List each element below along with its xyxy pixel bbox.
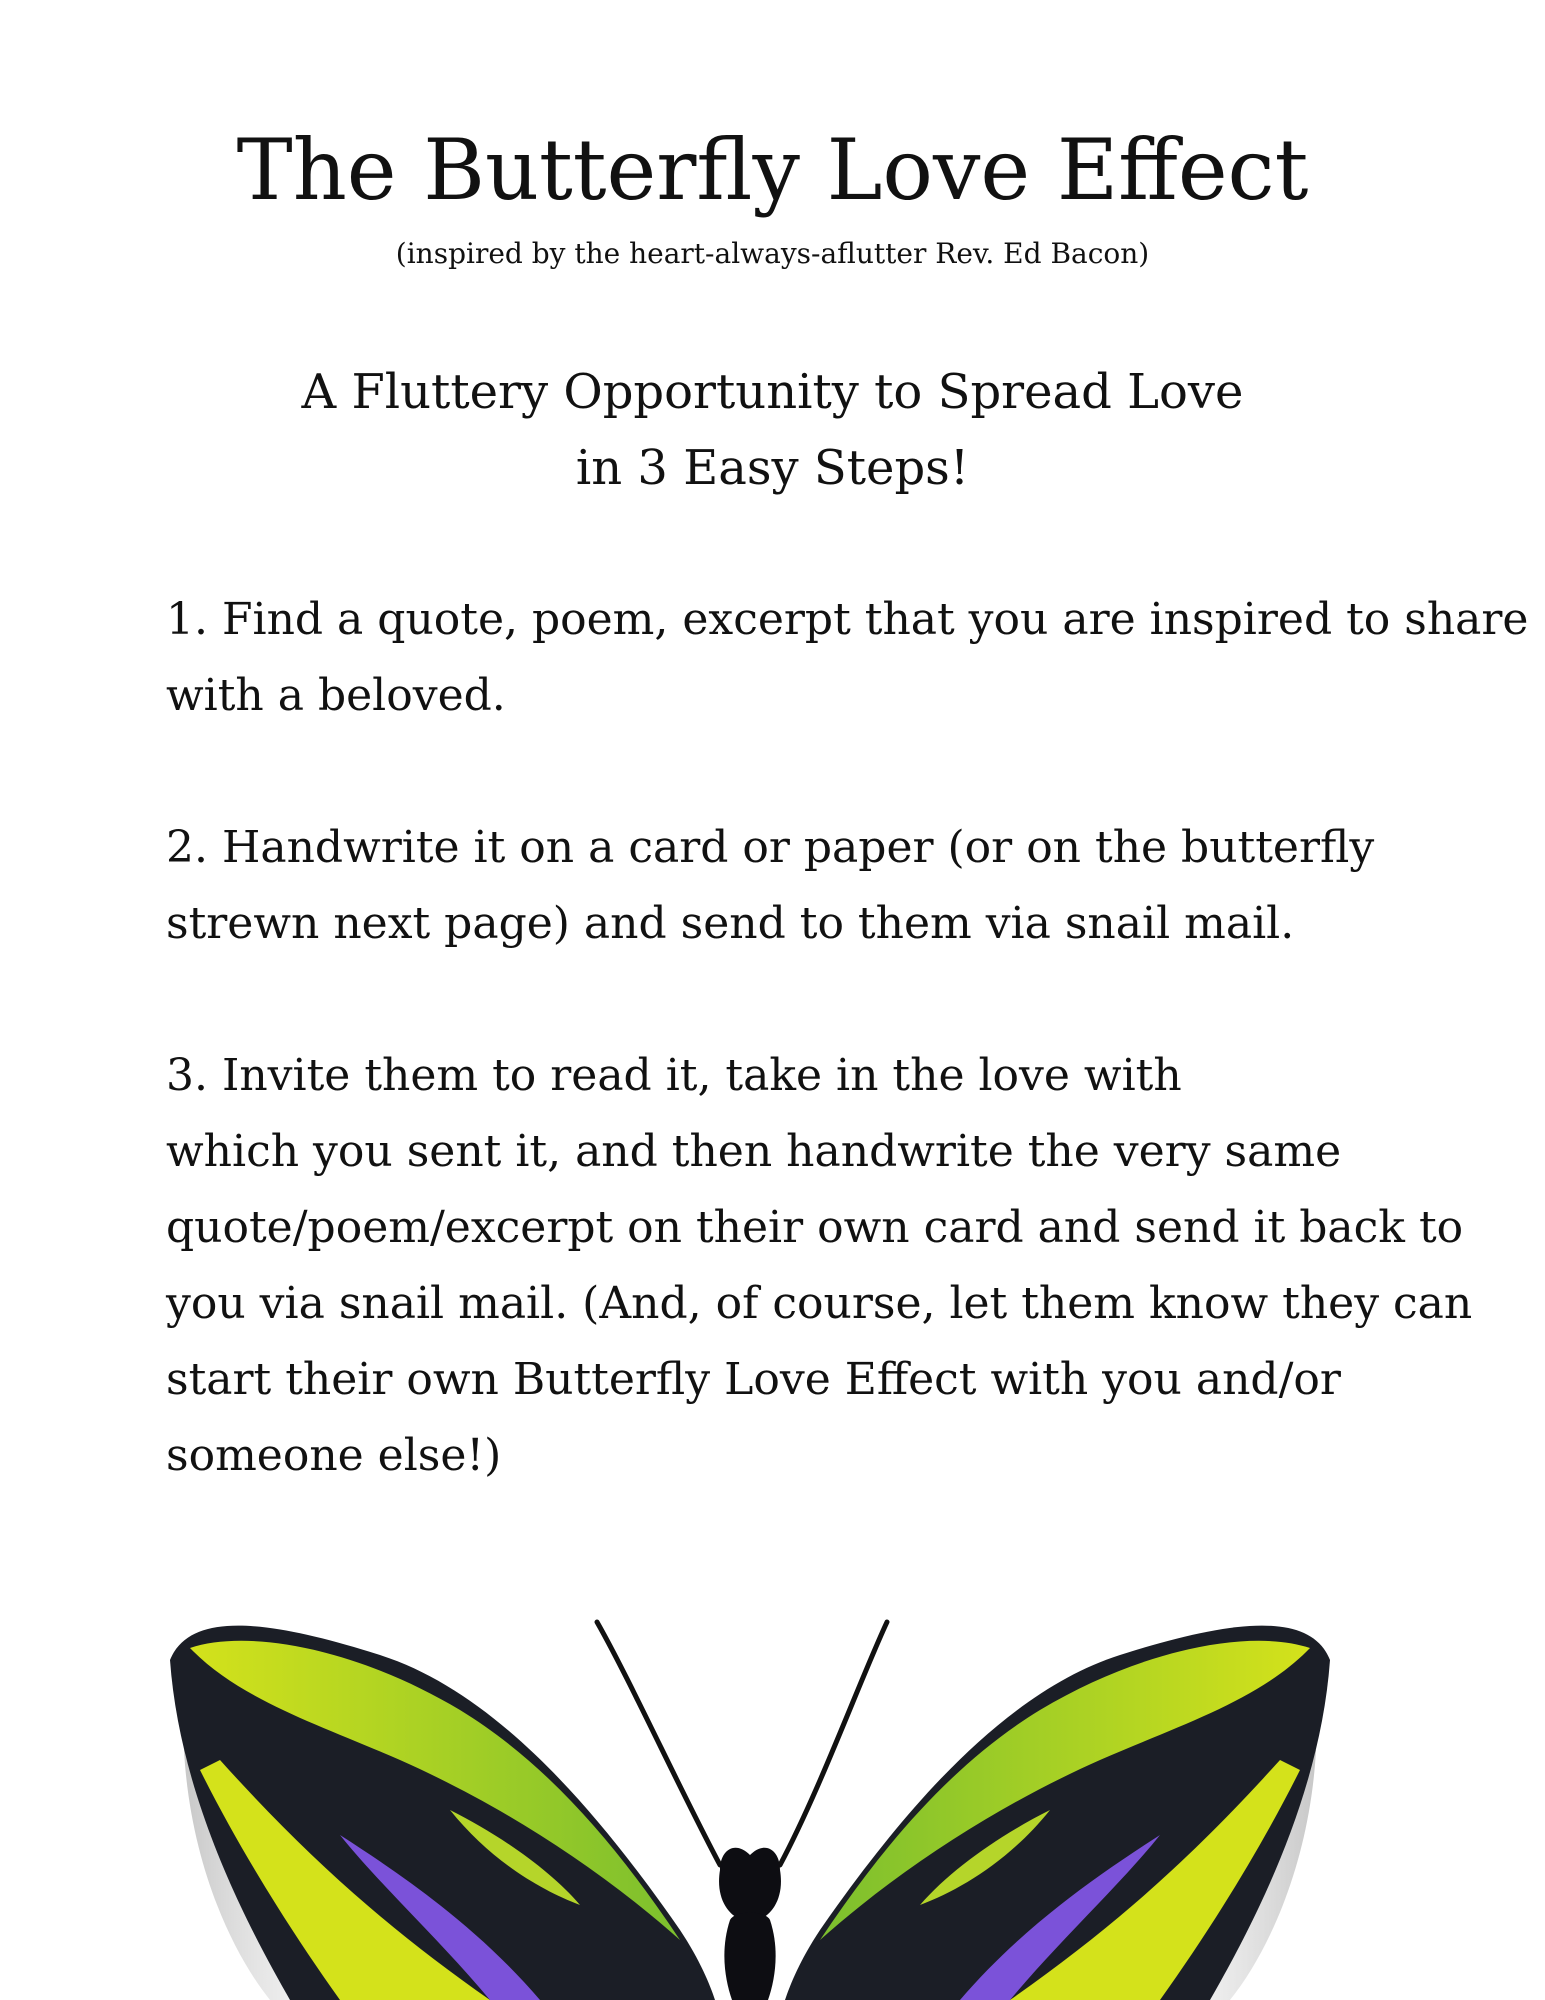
butterfly-head: [719, 1848, 781, 1922]
antenna-left: [597, 1622, 720, 1865]
antenna-right: [780, 1622, 887, 1865]
step-1: [166, 582, 1529, 734]
step-3-line: which you sent it, and then handwrite the very same: [166, 1126, 1342, 1177]
page-subtitle: (inspired by the heart-always-aflutter Rev. Ed Bacon): [395, 237, 1150, 270]
heading-line-1: A Fluttery Opportunity to Spread Love: [301, 364, 1244, 420]
step-3-line: someone else!): [166, 1430, 502, 1481]
heading-line-2: in 3 Easy Steps!: [575, 440, 970, 496]
steps-list: [166, 582, 1529, 1570]
step-3-line: start their own Butterfly Love Effect with you and/or: [166, 1354, 1341, 1405]
section-heading: [0, 354, 1545, 506]
step-2-line: 2. Handwrite it on a card or paper (or on the butterfly: [166, 822, 1375, 873]
step-2-line: strewn next page) and send to them via snail mail.: [166, 898, 1295, 949]
butterfly-body: [724, 1913, 775, 2000]
step-2: [166, 810, 1416, 962]
step-3-line: you via snail mail. (And, of course, let them know they can: [166, 1278, 1473, 1329]
page-title: The Butterfly Love Effect: [236, 121, 1309, 219]
step-3-line: 3. Invite them to read it, take in the love with: [166, 1050, 1182, 1101]
butterfly-icon: [160, 1600, 1340, 2000]
step-1-line: 1. Find a quote, poem, excerpt that you are inspired to share: [166, 594, 1529, 645]
step-3: [166, 1038, 1473, 1494]
step-1-line: with a beloved.: [166, 670, 506, 721]
step-3-line: quote/poem/excerpt on their own card and send it back to: [166, 1202, 1464, 1253]
